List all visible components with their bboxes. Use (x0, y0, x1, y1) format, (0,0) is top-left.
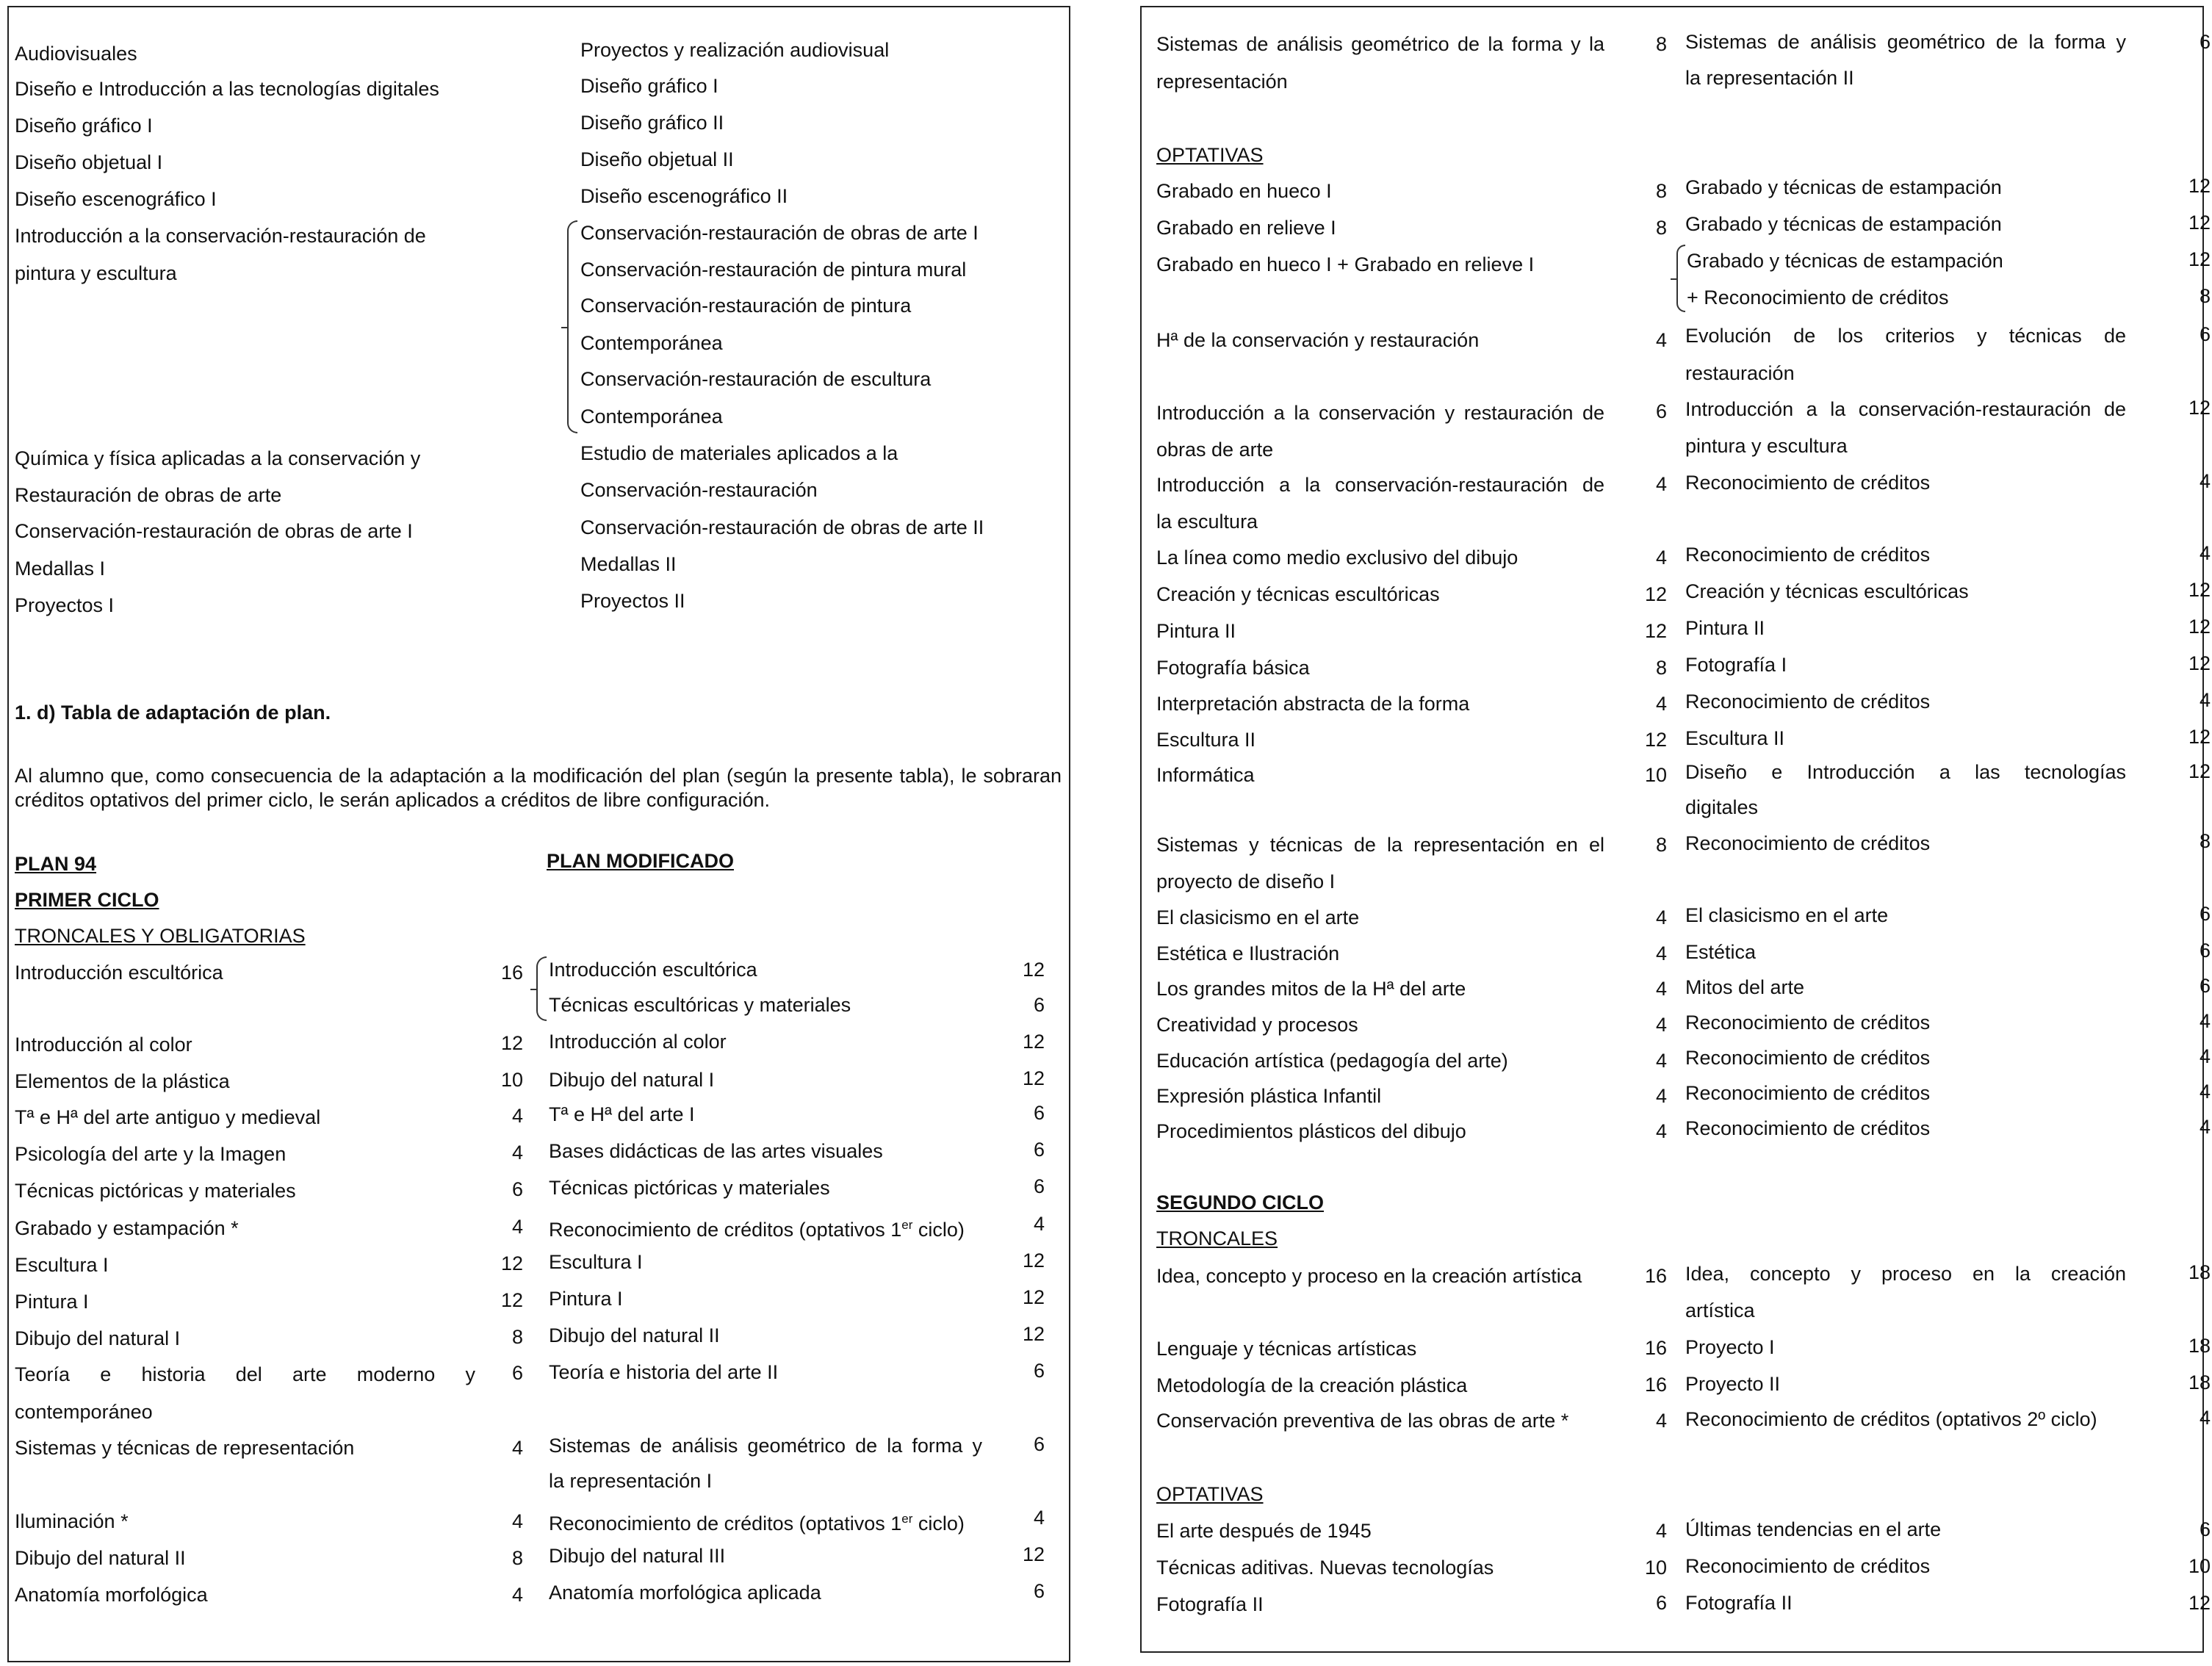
new-subject: Dibujo del natural I (549, 1069, 715, 1091)
old-subject: Grabado en hueco I (1156, 180, 1332, 202)
old-subject: Grabado y estampación * (15, 1217, 239, 1239)
top-old-item: Diseño e Introducción a las tecnologías digitales (15, 78, 439, 100)
old-subject: Iluminación * (15, 1510, 129, 1532)
new-credits: 6 (2199, 1518, 2211, 1540)
old-credits: 8 (1655, 33, 1667, 55)
old-subject: Fotografía básica (1156, 657, 1310, 679)
new-credits: 12 (2188, 760, 2211, 782)
brace (536, 956, 547, 1021)
old-subject: Dibujo del natural I (15, 1327, 181, 1349)
new-credits: 4 (2199, 1081, 2211, 1103)
new-subject: Grabado y técnicas de estampación (1685, 213, 2002, 235)
old-credits: 16 (500, 962, 523, 984)
old-subject: Sistemas de análisis geométrico de la forma y la (1156, 33, 1604, 55)
new-credits: 12 (1022, 1543, 1045, 1565)
old-subject: Estética e Ilustración (1156, 942, 1340, 964)
old-subject: Fotografía II (1156, 1593, 1264, 1615)
old-subject: Tª e Hª del arte antiguo y medieval (15, 1106, 321, 1128)
new-credits: 4 (2199, 470, 2211, 492)
old-subject-cont: la escultura (1156, 511, 1258, 533)
new-credits: 12 (2188, 616, 2211, 638)
top-old-item: Diseño objetual I (15, 151, 163, 173)
old-credits: 8 (1655, 834, 1667, 856)
new-subject: Reconocimiento de créditos (optativos 1er ciclo) (549, 1218, 965, 1241)
new-credits: 6 (2199, 323, 2211, 345)
new-subject: Pintura II (1685, 617, 1765, 639)
old-subject: Dibujo del natural II (15, 1547, 186, 1569)
new-credits: 4 (2199, 1407, 2211, 1429)
old-subject: Sistemas y técnicas de la representación en el (1156, 834, 1604, 856)
old-subject-cont: obras de arte (1156, 439, 1274, 461)
old-subject: Introducción a la conservación-restauración de (1156, 474, 1604, 496)
new-credits: 18 (2188, 1371, 2211, 1393)
old-subject: Anatomía morfológica (15, 1584, 208, 1606)
new-credits: 6 (1033, 1433, 1045, 1455)
new-credits: 8 (2199, 285, 2211, 307)
new-subject: Técnicas pictóricas y materiales (549, 1177, 830, 1199)
old-credits: 12 (500, 1252, 523, 1274)
old-subject: Creatividad y procesos (1156, 1014, 1358, 1036)
new-credits: 12 (2188, 579, 2211, 601)
old-subject: El clasicismo en el arte (1156, 906, 1360, 928)
old-subject: Grabado en relieve I (1156, 217, 1336, 239)
new-credits: 6 (1033, 1102, 1045, 1124)
top-old-item: pintura y escultura (15, 262, 177, 284)
old-subject: Psicología del arte y la Imagen (15, 1143, 287, 1165)
new-subject: Dibujo del natural III (549, 1545, 726, 1567)
old-credits: 10 (500, 1069, 523, 1091)
old-credits: 4 (1655, 1014, 1667, 1036)
section-paragraph: Al alumno que, como consecuencia de la adaptación a la modificación del plan (según la presente tabla), le sobraran créditos optativos del primer ciclo, le serán aplicados a créditos de libre configuración. (15, 765, 1062, 811)
new-subject: Grabado y técnicas de estampación (1687, 250, 2003, 272)
old-credits: 6 (1655, 1592, 1667, 1614)
new-subject: Tª e Hª del arte I (549, 1103, 695, 1125)
new-credits: 18 (2188, 1261, 2211, 1283)
old-credits: 8 (1655, 217, 1667, 239)
new-subject: Reconocimiento de créditos (1685, 1555, 1931, 1577)
new-credits: 12 (1022, 1286, 1045, 1308)
top-new-item: Proyectos y realización audiovisual (580, 39, 890, 61)
new-subject: Sistemas de análisis geométrico de la forma y (549, 1435, 982, 1457)
brace (567, 220, 577, 433)
top-old-item: Diseño gráfico I (15, 115, 153, 137)
old-subject: Los grandes mitos de la Hª del arte (1156, 978, 1466, 1000)
old-credits: 4 (511, 1584, 523, 1606)
old-credits: 4 (1655, 1085, 1667, 1107)
old-credits: 4 (1655, 906, 1667, 928)
new-credits: 4 (1033, 1213, 1045, 1235)
new-subject: Reconocimiento de créditos (1685, 1012, 1931, 1034)
troncales-oblig-header: TRONCALES Y OBLIGATORIAS (15, 925, 306, 947)
old-credits: 4 (1655, 1050, 1667, 1072)
old-credits: 16 (1644, 1374, 1667, 1396)
old-credits: 12 (1644, 583, 1667, 605)
top-old-item: Proyectos I (15, 594, 115, 616)
new-subject-cont: digitales (1685, 796, 1759, 818)
new-subject: Escultura II (1685, 727, 1785, 749)
new-credits: 12 (1022, 1067, 1045, 1089)
brace (1676, 245, 1685, 312)
old-subject: Introducción a la conservación y restauración de (1156, 402, 1604, 424)
old-subject: Idea, concepto y proceso en la creación artística (1156, 1265, 1582, 1287)
new-credits: 12 (2188, 212, 2211, 234)
old-credits: 4 (511, 1105, 523, 1127)
old-credits: 10 (1644, 764, 1667, 786)
old-subject-cont: representación (1156, 71, 1288, 93)
old-credits: 6 (511, 1178, 523, 1200)
old-subject: Escultura II (1156, 729, 1256, 751)
old-credits: 16 (1644, 1337, 1667, 1359)
old-credits: 4 (1655, 693, 1667, 715)
new-subject: Reconocimiento de créditos (1685, 1117, 1931, 1139)
optativas-header: OPTATIVAS (1156, 144, 1264, 166)
new-credits: 18 (2188, 1335, 2211, 1357)
old-subject: Conservación preventiva de las obras de arte * (1156, 1410, 1569, 1432)
old-credits: 4 (1655, 1520, 1667, 1542)
old-subject-cont: proyecto de diseño I (1156, 870, 1336, 892)
new-subject: Evolución de los criterios y técnicas de (1685, 325, 2126, 347)
old-credits: 4 (1655, 329, 1667, 351)
old-credits: 6 (1655, 400, 1667, 422)
optativas-header: OPTATIVAS (1156, 1483, 1264, 1505)
new-credits: 6 (1033, 1139, 1045, 1161)
old-subject: Sistemas y técnicas de representación (15, 1437, 355, 1459)
new-subject: Fotografía I (1685, 654, 1787, 676)
new-subject-cont: restauración (1685, 362, 1795, 384)
new-subject: Grabado y técnicas de estampación (1685, 176, 2002, 198)
new-credits: 4 (2199, 689, 2211, 711)
old-credits: 8 (1655, 657, 1667, 679)
new-credits: 12 (2188, 397, 2211, 419)
top-old-item: Restauración de obras de arte (15, 484, 282, 506)
old-subject: Introducción al color (15, 1034, 192, 1056)
old-subject: Lenguaje y técnicas artísticas (1156, 1338, 1417, 1360)
old-subject: Teoría e historia del arte moderno y (15, 1363, 475, 1385)
new-subject: Reconocimiento de créditos (1685, 1082, 1931, 1104)
top-old-item: Introducción a la conservación-restauración de (15, 225, 426, 247)
new-subject: Reconocimiento de créditos (1685, 690, 1931, 713)
top-old-item: Medallas I (15, 558, 106, 580)
old-subject: Informática (1156, 764, 1255, 786)
new-credits: 4 (2199, 542, 2211, 564)
old-credits: 4 (511, 1216, 523, 1238)
new-subject: Introducción escultórica (549, 959, 757, 981)
new-subject: Escultura I (549, 1251, 643, 1273)
old-subject: Expresión plástica Infantil (1156, 1085, 1382, 1107)
new-subject: Últimas tendencias en el arte (1685, 1518, 1942, 1540)
new-credits: 6 (1033, 994, 1045, 1016)
old-credits: 4 (511, 1142, 523, 1164)
old-subject: Educación artística (pedagogía del arte) (1156, 1050, 1508, 1072)
old-subject: Grabado en hueco I + Grabado en relieve I (1156, 253, 1535, 275)
new-subject-cont: la representación II (1685, 67, 1854, 89)
new-subject: Reconocimiento de créditos (optativos 1er ciclo) (549, 1512, 965, 1535)
top-new-item: Proyectos II (580, 590, 685, 612)
segundo-ciclo-header: SEGUNDO CICLO (1156, 1191, 1325, 1214)
new-subject: Dibujo del natural II (549, 1324, 720, 1346)
old-subject: Introducción escultórica (15, 962, 223, 984)
new-credits: 6 (1033, 1360, 1045, 1382)
new-credits: 12 (2188, 652, 2211, 674)
old-subject: La línea como medio exclusivo del dibujo (1156, 547, 1519, 569)
new-credits: 12 (1022, 1323, 1045, 1345)
new-credits: 12 (2188, 248, 2211, 270)
new-subject: Introducción al color (549, 1031, 727, 1053)
old-credits: 8 (511, 1547, 523, 1569)
new-credits: 4 (2199, 1045, 2211, 1067)
new-credits: 12 (1022, 1031, 1045, 1053)
new-credits: 8 (2199, 830, 2211, 852)
old-subject: Pintura II (1156, 620, 1236, 642)
top-old-item: Química y física aplicadas a la conservación y (15, 447, 421, 469)
new-subject: Bases didácticas de las artes visuales (549, 1140, 883, 1162)
new-subject: Proyecto I (1685, 1336, 1775, 1358)
new-credits: 12 (1022, 959, 1045, 981)
new-credits: 4 (2199, 1010, 2211, 1032)
new-subject: Anatomía morfológica aplicada (549, 1582, 821, 1604)
new-subject: Fotografía II (1685, 1592, 1793, 1614)
top-new-item: Diseño gráfico I (580, 75, 718, 97)
top-new-item: Medallas II (580, 553, 677, 575)
new-subject-cont: pintura y escultura (1685, 435, 1848, 457)
new-subject: Reconocimiento de créditos (1685, 544, 1931, 566)
plan94-header: PLAN 94 (15, 853, 97, 875)
new-credits: 6 (2199, 975, 2211, 997)
new-credits: 6 (1033, 1175, 1045, 1197)
top-old-item: Diseño escenográfico I (15, 188, 217, 210)
old-subject-cont: contemporáneo (15, 1401, 153, 1423)
new-credits: 4 (1033, 1507, 1045, 1529)
new-subject-cont: la representación I (549, 1470, 713, 1492)
old-credits: 4 (1655, 473, 1667, 495)
new-subject: Reconocimiento de créditos (1685, 1047, 1931, 1069)
new-subject: El clasicismo en el arte (1685, 904, 1889, 926)
new-subject: Reconocimiento de créditos (1685, 472, 1931, 494)
old-credits: 12 (500, 1289, 523, 1311)
new-subject-cont: artística (1685, 1299, 1755, 1321)
new-credits: 6 (2199, 903, 2211, 925)
old-subject: Elementos de la plástica (15, 1070, 230, 1092)
old-subject: Procedimientos plásticos del dibujo (1156, 1120, 1466, 1142)
new-subject: Proyecto II (1685, 1373, 1781, 1395)
old-credits: 4 (511, 1510, 523, 1532)
top-new-item: Conservación-restauración (580, 479, 818, 501)
top-new-item: Diseño gráfico II (580, 112, 724, 134)
old-credits: 6 (511, 1362, 523, 1384)
new-subject: Mitos del arte (1685, 976, 1805, 998)
old-subject: Pintura I (15, 1291, 89, 1313)
top-new-item: Conservación-restauración de obras de arte II (580, 516, 984, 538)
old-subject: Técnicas aditivas. Nuevas tecnologías (1156, 1557, 1494, 1579)
old-credits: 4 (1655, 978, 1667, 1000)
new-subject: Técnicas escultóricas y materiales (549, 994, 851, 1016)
old-credits: 10 (1644, 1557, 1667, 1579)
old-credits: 8 (511, 1326, 523, 1348)
top-new-item: Conservación-restauración de pintura (580, 295, 912, 317)
new-credits: 6 (1033, 1580, 1045, 1602)
top-new-item: Conservación-restauración de obras de arte I (580, 222, 979, 244)
top-new-item: Estudio de materiales aplicados a la (580, 442, 898, 464)
new-credits: 12 (2188, 726, 2211, 748)
old-subject: Técnicas pictóricas y materiales (15, 1180, 296, 1202)
top-new-item: Conservación-restauración de escultura (580, 368, 932, 390)
primer-ciclo-header: PRIMER CICLO (15, 889, 159, 911)
old-credits: 4 (1655, 1120, 1667, 1142)
new-credits: 12 (2188, 175, 2211, 197)
old-subject: Creación y técnicas escultóricas (1156, 583, 1440, 605)
old-subject: Escultura I (15, 1254, 109, 1276)
old-subject: Hª de la conservación y restauración (1156, 329, 1480, 351)
top-new-item: Conservación-restauración de pintura mural (580, 259, 967, 281)
new-subject: Diseño e Introducción a las tecnologías (1685, 761, 2126, 783)
new-subject: Introducción a la conservación-restauración de (1685, 398, 2126, 420)
section-title: 1. d) Tabla de adaptación de plan. (15, 702, 331, 724)
top-old-item: Audiovisuales (15, 43, 137, 65)
new-subject: Teoría e historia del arte II (549, 1361, 779, 1383)
new-subject: Sistemas de análisis geométrico de la forma y (1685, 31, 2126, 53)
new-subject: Reconocimiento de créditos (1685, 832, 1931, 854)
new-subject: Idea, concepto y proceso en la creación (1685, 1263, 2126, 1285)
old-subject: Metodología de la creación plástica (1156, 1374, 1468, 1396)
new-credits: 12 (2188, 1592, 2211, 1614)
top-new-item: Contemporánea (580, 332, 723, 354)
top-new-item: Contemporánea (580, 405, 723, 428)
top-new-item: Diseño escenográfico II (580, 185, 788, 207)
left-page (7, 6, 1070, 1662)
old-credits: 12 (500, 1032, 523, 1054)
old-credits: 4 (1655, 942, 1667, 964)
new-credits: 6 (2199, 31, 2211, 53)
old-credits: 12 (1644, 729, 1667, 751)
new-credits: 12 (1022, 1250, 1045, 1272)
old-credits: 4 (511, 1437, 523, 1459)
old-credits: 16 (1644, 1265, 1667, 1287)
old-credits: 8 (1655, 180, 1667, 202)
new-credits: 6 (2199, 940, 2211, 962)
right-page (1140, 6, 2211, 1653)
new-subject: Estética (1685, 941, 1757, 963)
top-old-item: Conservación-restauración de obras de arte I (15, 520, 413, 542)
troncales-header: TRONCALES (1156, 1227, 1278, 1250)
new-subject: Pintura I (549, 1288, 623, 1310)
plan-mod-header: PLAN MODIFICADO (547, 850, 734, 872)
new-subject: Reconocimiento de créditos (optativos 2º ciclo) (1685, 1408, 2097, 1430)
new-subject: Creación y técnicas escultóricas (1685, 580, 1969, 602)
old-credits: 4 (1655, 1410, 1667, 1432)
old-credits: 4 (1655, 547, 1667, 569)
new-credits: 4 (2199, 1116, 2211, 1138)
new-subject: + Reconocimiento de créditos (1687, 286, 1949, 309)
new-credits: 10 (2188, 1555, 2211, 1577)
old-subject: Interpretación abstracta de la forma (1156, 693, 1470, 715)
old-subject: El arte después de 1945 (1156, 1520, 1372, 1542)
top-new-item: Diseño objetual II (580, 148, 734, 170)
old-credits: 12 (1644, 620, 1667, 642)
